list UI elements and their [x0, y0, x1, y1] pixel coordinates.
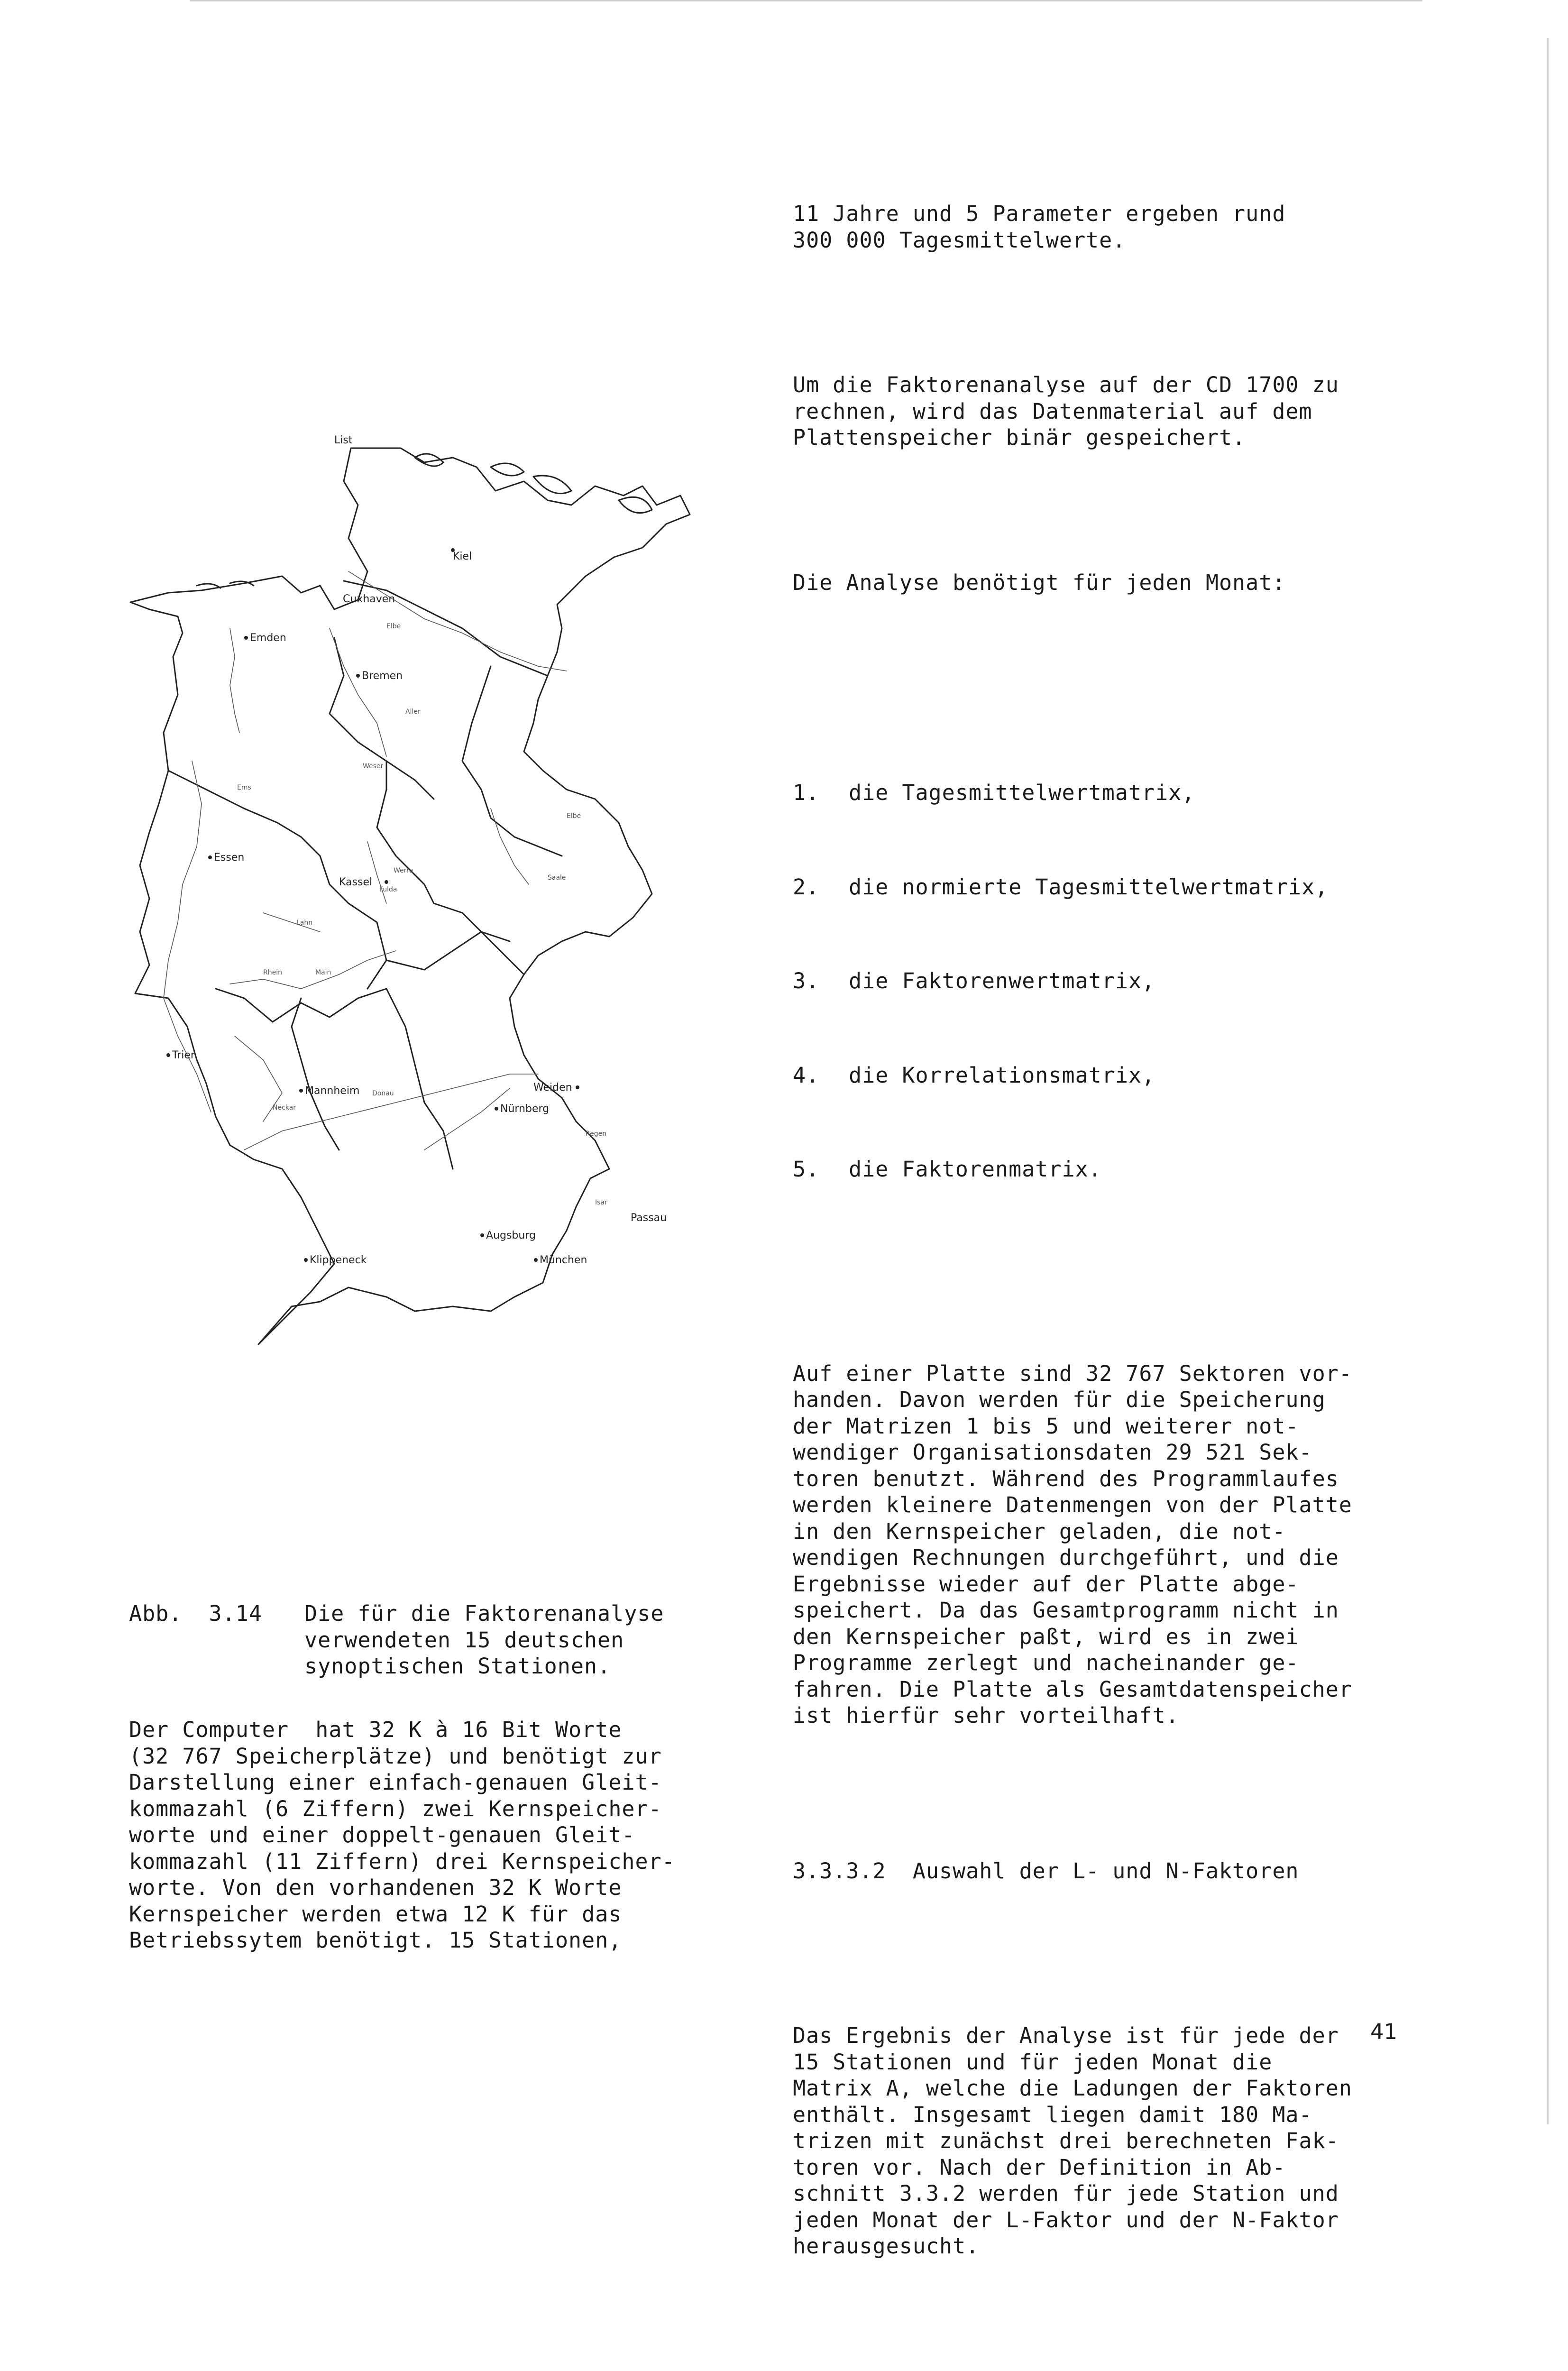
river-label: Aller	[405, 708, 421, 716]
river-label: Main	[315, 969, 331, 976]
river-label: Elbe	[386, 623, 401, 630]
station-marker	[299, 1089, 303, 1093]
list-item: 3. die Faktorenwertmatrix,	[793, 968, 1155, 993]
list-item: 2. die normierte Tagesmittelwertmatrix,	[793, 874, 1329, 900]
station-augsburg: Augsburg	[486, 1230, 536, 1241]
river-label: Weser	[363, 763, 384, 770]
station-emden: Emden	[250, 632, 286, 644]
station-nuernberg: Nürnberg	[500, 1103, 550, 1115]
station-marker	[495, 1107, 498, 1111]
river-label: Werra	[394, 867, 413, 874]
river-label: Saale	[548, 874, 566, 882]
river-label: Donau	[372, 1090, 394, 1097]
island	[533, 476, 571, 494]
station-marker	[244, 636, 248, 640]
station-mannheim: Mannheim	[305, 1085, 360, 1097]
station-marker	[208, 855, 212, 859]
station-marker	[166, 1053, 170, 1057]
river-label: Isar	[595, 1199, 607, 1206]
river-donau	[244, 1074, 538, 1150]
river-fulda	[367, 842, 386, 903]
state-boundary	[330, 638, 434, 799]
list-intro: Die Analyse benötigt für jeden Monat:	[793, 570, 1286, 595]
germany-station-map	[121, 429, 742, 1373]
page-number: 41	[1370, 2019, 1398, 2044]
platte-paragraph: Auf einer Platte sind 32 767 Sektoren vor- handen. Davon werden für die Speicherung der Matrizen 1 bis 5 und weiterer not- wendiger Organisationsdaten 29 521 Sek- toren benutzt. Während des Programmlaufes werden kleinere Datenmengen von der Platte in den Kernspeicher geladen, die not- wendigen Rechnungen durchgeführt, und die Ergebnisse wieder auf der Platte abge- speichert. Da das Gesamtprogramm nicht in den Kernspeicher paßt, wird es in zwei Programme zerlegt und nacheinander ge- fahren. Die Platte als Gesamtdatenspeicher ist hierfür sehr vorteilhaft.	[793, 1360, 1352, 1728]
state-boundary	[216, 989, 386, 1022]
state-boundary	[386, 989, 453, 1169]
station-marker	[480, 1233, 484, 1237]
river-elbe	[348, 571, 567, 671]
figure-caption-text: Die für die Faktorenanalyse verwendeten 15 deutschen synoptischen Stationen.	[304, 1601, 664, 1679]
station-bremen: Bremen	[362, 670, 403, 682]
scan-edge-top	[190, 0, 1422, 1]
computer-paragraph: Der Computer hat 32 K à 16 Bit Worte (32 767 Speicherplätze) und benötigt zur Darstellung einer einfach-genauen Gleit- kommazahl (6 Ziffern) zwei Kernspeicher- worte und einer doppelt-genauen Gleit- kommazahl (11 Ziffern) drei Kernspeicher- worte. Von den vorhandenen 32 K Worte Kernspeicher werden etwa 12 K für das Betriebssytem benötigt. 15 Stationen,	[129, 1717, 675, 1953]
river-label: Lahn	[296, 919, 313, 927]
ergebnis-paragraph: Das Ergebnis der Analyse ist für jede der 15 Stationen und für jeden Monat die Matrix A, welche die Ladungen der Faktoren enthält. Insgesamt liegen damit 180 Ma- trizen mit zunächst drei berechneten Fak- toren vor. Nach der Definition in Ab- schnitt 3.3.2 werden für jede Station und jeden Monat der L-Faktor und der N-Faktor herausgesucht.	[793, 2023, 1352, 2259]
river-label: Ems	[237, 784, 251, 791]
station-marker	[576, 1085, 579, 1089]
river-label: Fulda	[379, 886, 397, 893]
station-list: List	[334, 434, 353, 446]
list-item: 1. die Tagesmittelwertmatrix,	[793, 780, 1195, 805]
country-border	[130, 448, 690, 1344]
river-ems	[230, 628, 239, 733]
state-boundary	[386, 932, 510, 970]
river-label: Neckar	[273, 1104, 296, 1112]
station-marker	[304, 1258, 308, 1262]
station-klippeneck: Klippeneck	[310, 1254, 367, 1266]
station-trier: Trier	[172, 1049, 195, 1061]
station-cuxhaven: Cuxhaven	[343, 593, 395, 605]
station-marker	[385, 880, 388, 884]
river-saale	[491, 809, 529, 884]
map-svg	[121, 429, 742, 1373]
station-muenchen: München	[540, 1254, 587, 1266]
river-isar	[424, 1088, 510, 1150]
station-kiel: Kiel	[453, 551, 472, 562]
intro-paragraph: 11 Jahre und 5 Parameter ergeben rund 300 000 Tagesmittelwerte.	[793, 201, 1286, 253]
river-label: Regen	[586, 1130, 607, 1138]
requirements-list	[793, 727, 1352, 1235]
section-heading: 3.3.3.2 Auswahl der L- und N-Faktoren	[793, 1858, 1299, 1884]
list-item: 4. die Korrelationsmatrix,	[793, 1062, 1155, 1088]
station-weiden: Weiden	[533, 1082, 572, 1094]
river-label: Elbe	[567, 812, 581, 820]
list-item: 5. die Faktorenmatrix.	[793, 1157, 1102, 1182]
cd-paragraph: Um die Faktorenanalyse auf der CD 1700 zu rechnen, wird das Datenmaterial auf dem Plattenspeicher binär gespeichert.	[793, 372, 1339, 450]
state-boundary	[462, 666, 562, 856]
figure-caption-label: Abb. 3.14	[129, 1601, 262, 1626]
right-column	[793, 148, 1352, 2371]
island	[619, 497, 652, 513]
station-marker	[356, 674, 360, 678]
scan-edge-right	[1547, 38, 1549, 2124]
station-essen: Essen	[214, 852, 245, 864]
station-passau: Passau	[631, 1212, 667, 1224]
station-kassel: Kassel	[339, 876, 373, 888]
station-marker	[534, 1258, 538, 1262]
river-label: Rhein	[263, 969, 282, 976]
island	[491, 463, 524, 476]
